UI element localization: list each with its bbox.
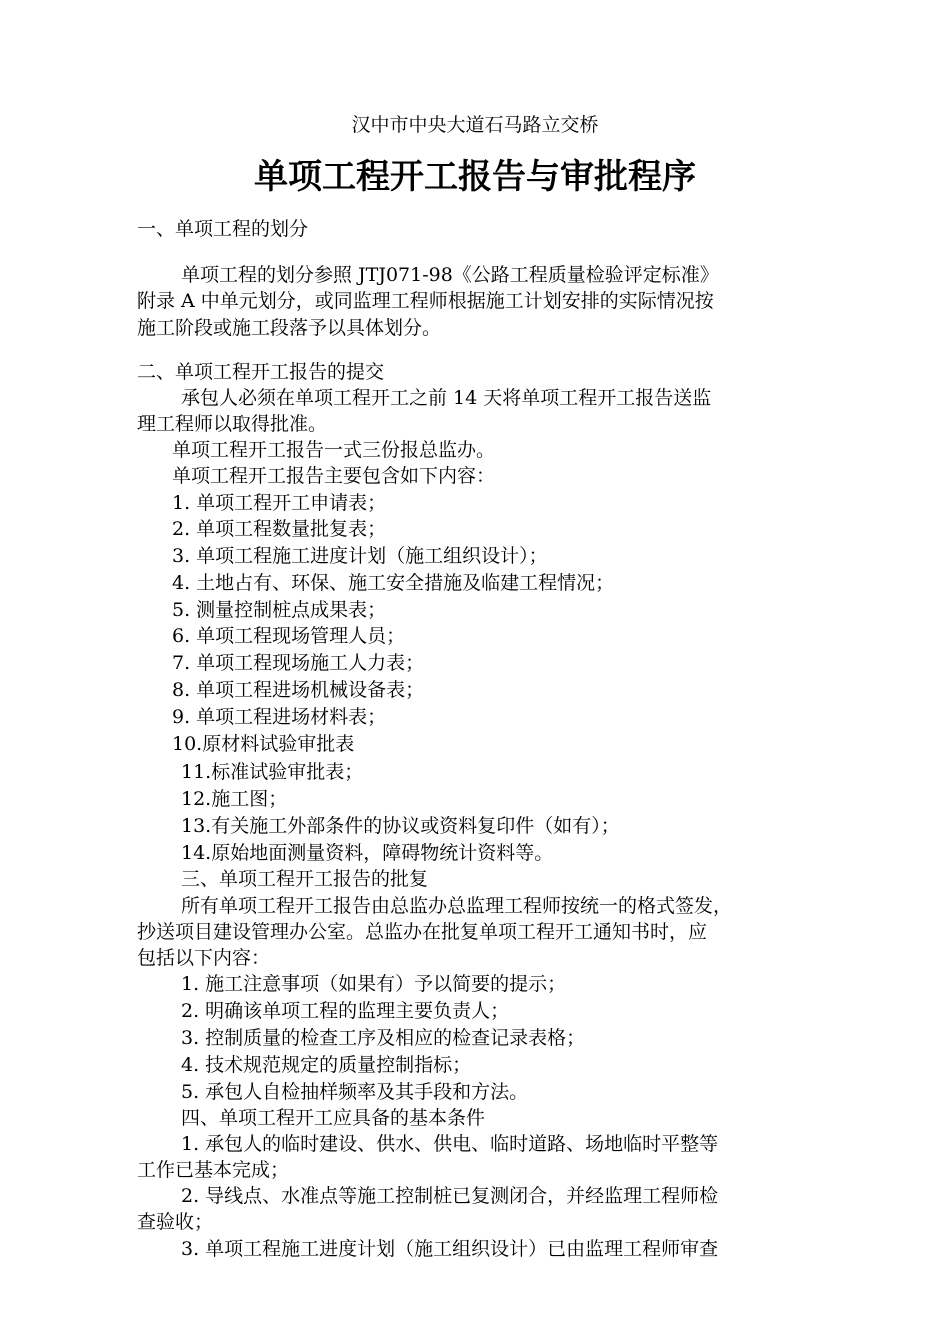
- list-item: 1. 施工注意事项（如果有）予以简要的提示；: [181, 973, 567, 995]
- paragraph-line: 包括以下内容：: [137, 947, 271, 969]
- list-item: 7. 单项工程现场施工人力表；: [172, 652, 425, 674]
- paragraph-line: 所有单项工程开工报告由总监办总监理工程师按统一的格式签发，: [181, 895, 733, 917]
- section-heading-1: 一、单项工程的划分: [137, 218, 309, 240]
- paragraph-line: 单项工程开工报告一式三份报总监办。: [172, 439, 496, 461]
- paragraph-line: 理工程师以取得批准。: [137, 413, 328, 435]
- list-item: 6. 单项工程现场管理人员；: [172, 625, 406, 647]
- list-item: 4. 技术规范规定的质量控制指标；: [181, 1054, 472, 1076]
- list-item: 2. 单项工程数量批复表；: [172, 518, 387, 540]
- list-item: 11.标准试验审批表；: [181, 761, 364, 783]
- list-item: 2. 明确该单项工程的监理主要负责人；: [181, 1000, 510, 1022]
- list-item: 5. 测量控制桩点成果表；: [172, 599, 387, 621]
- paragraph-line: 3. 单项工程施工进度计划（施工组织设计）已由监理工程师审查: [181, 1238, 719, 1260]
- paragraph-line: 2. 导线点、水准点等施工控制桩已复测闭合，并经监理工程师检: [181, 1185, 719, 1207]
- list-item: 4. 土地占有、环保、施工安全措施及临建工程情况；: [172, 572, 615, 594]
- list-item: 10.原材料试验审批表: [172, 733, 355, 755]
- paragraph-line: 单项工程的划分参照 JTJ071-98《公路工程质量检验评定标准》: [181, 264, 719, 286]
- section-heading-3: 三、单项工程开工报告的批复: [181, 868, 429, 890]
- paragraph-line: 承包人必须在单项工程开工之前 14 天将单项工程开工报告送监: [181, 387, 712, 409]
- list-item: 9. 单项工程进场材料表；: [172, 706, 387, 728]
- paragraph-line: 施工阶段或施工段落予以具体划分。: [137, 317, 442, 339]
- list-item: 12.施工图；: [181, 788, 288, 810]
- list-item: 14.原始地面测量资料，障碍物统计资料等。: [181, 842, 554, 864]
- section-heading-2: 二、单项工程开工报告的提交: [137, 361, 385, 383]
- list-item: 1. 单项工程开工申请表；: [172, 492, 387, 514]
- list-item: 3. 单项工程施工进度计划（施工组织设计）；: [172, 545, 548, 567]
- paragraph-line: 单项工程开工报告主要包含如下内容：: [172, 465, 496, 487]
- document-title: 单项工程开工报告与审批程序: [254, 157, 696, 197]
- list-item: 8. 单项工程进场机械设备表；: [172, 679, 425, 701]
- list-item: 13.有关施工外部条件的协议或资料复印件（如有）；: [181, 815, 620, 837]
- project-name: 汉中市中央大道石马路立交桥: [351, 114, 599, 136]
- list-item: 5. 承包人自检抽样频率及其手段和方法。: [181, 1081, 529, 1103]
- section-heading-4: 四、单项工程开工应具备的基本条件: [181, 1107, 486, 1129]
- list-item: 3. 控制质量的检查工序及相应的检查记录表格；: [181, 1027, 586, 1049]
- paragraph-line: 1. 承包人的临时建设、供水、供电、临时道路、场地临时平整等: [181, 1133, 719, 1155]
- paragraph-line: 附录 A 中单元划分，或同监理工程师根据施工计划安排的实际情况按: [137, 290, 714, 312]
- paragraph-line: 查验收；: [137, 1211, 214, 1233]
- paragraph-line: 抄送项目建设管理办公室。总监办在批复单项工程开工通知书时，应: [137, 921, 708, 943]
- paragraph-line: 工作已基本完成；: [137, 1159, 290, 1181]
